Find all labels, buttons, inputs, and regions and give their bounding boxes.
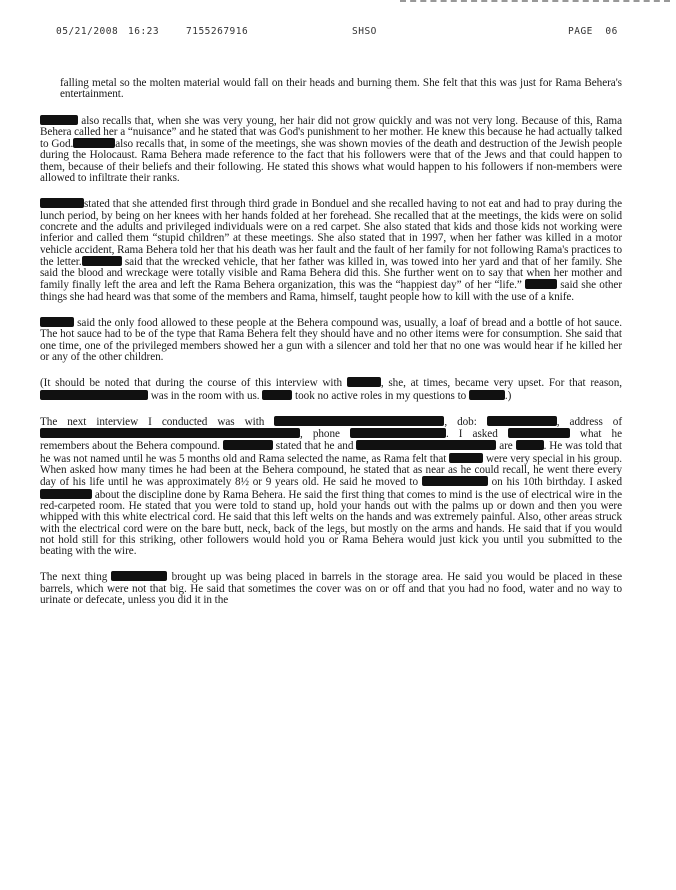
fax-date: 05/21/2008	[56, 26, 119, 37]
paragraph-text: about the discipline done by Rama Behera. He said the first thing that comes to mind is the use of electrical wire in the red-carpeted room. He stated that you were told to stand up, hold your hands out with the palms up or down and then you were whipped with this white electrical cord. He said that this left welts on the hands and was extremely painful. Also, other areas struck with the electrical cord were on the bare butt, neck, back of the legs, but mostly on the arms and hands. He said that if you would not hold still for this striking, other followers would hold you or Rama Behera would just kick you until you submitted to the beating with the wire.	[40, 488, 622, 558]
redaction-bar	[449, 453, 483, 463]
paragraph-text: stated that he and	[272, 440, 357, 453]
redaction-bar	[356, 440, 496, 450]
paragraph-text: falling metal so the molten material would fall on their heads and burning them. She felt that this was just for Rama Behera's entertainment.	[60, 77, 622, 101]
redaction-bar	[262, 390, 292, 400]
redaction-bar	[525, 279, 557, 289]
fax-transmission-header	[0, 26, 676, 40]
fax-page-label: PAGE	[568, 26, 593, 37]
redaction-bar	[350, 428, 446, 438]
redaction-bar	[516, 440, 544, 450]
redaction-bar	[40, 115, 78, 125]
paragraph-text: .)	[504, 389, 512, 402]
redaction-bar	[274, 416, 444, 426]
redaction-bar	[40, 428, 300, 438]
redaction-bar	[40, 489, 92, 499]
paragraph-text: (It should be noted that during the course of this interview with	[40, 377, 347, 390]
redaction-bar	[223, 440, 273, 450]
paragraph	[40, 571, 622, 606]
paragraph-text: took no active roles in my questions to	[292, 389, 469, 402]
fax-page-number: 06	[605, 26, 618, 37]
paragraph-text: , address of	[556, 415, 622, 428]
paragraph-text: also recalls that, in some of the meetings, she was shown movies of the death and destruction of the Jewish people during the Holocaust. Rama Behera made reference to the fact that his followers were that of the Jews and that could happen to them, because of their beliefs and their following. He stated this shows what would happen to his followers if non-members were allowed to infiltrate their ranks.	[40, 138, 622, 185]
paragraph-text: said she other things she had heard was that some of the members and Rama, himself, taught people how to kill with the use of a knife.	[40, 279, 623, 303]
paragraph-text: are	[496, 440, 516, 453]
redaction-bar	[508, 428, 570, 438]
fax-top-edge-line	[400, 0, 670, 6]
redaction-bar	[40, 198, 84, 208]
redaction-bar	[40, 390, 148, 400]
paragraph-text: said the only food allowed to these people at the Behera compound was, usually, a loaf of bread and a bottle of hot sauce. The hot sauce had to be of the type that Rama Behera felt they should have and no other items were for consumption. She said that one time, one of the privileged members showed her a gun with a silencer and told her that no one was would hear if he killed her or any of the other children.	[40, 317, 622, 363]
paragraph-text: , phone	[300, 428, 350, 441]
fax-page-indicator	[568, 26, 618, 37]
redaction-bar	[40, 317, 74, 327]
redaction-bar	[469, 390, 505, 400]
redaction-bar	[487, 416, 557, 426]
paragraph-text: , dob:	[444, 415, 487, 428]
paragraph-text: . I asked	[445, 428, 508, 441]
paragraph-text: The next interview I conducted was with	[40, 415, 275, 428]
paragraph	[40, 78, 622, 101]
paragraph-text: said that the wrecked vehicle, that her father was killed in, was towed into her yard and that of her family. She said the blood and wreckage were totally visible and Rama Behera did this. She further went on to say that when her mother and family finally left the area and left the Rama Behera organization, this was the “happiest day” of her “life.”	[40, 255, 623, 292]
paragraph-text: The next thing	[40, 571, 112, 584]
paragraph	[40, 317, 622, 363]
redaction-bar	[422, 476, 488, 486]
paragraph	[40, 198, 622, 303]
paragraph-text: what he remembers about the Behera compound.	[40, 428, 622, 453]
paragraph-text: . He was told that he was not named until he was 5 months old and Rama selected the name, as Rama felt that	[40, 440, 622, 465]
paragraph-text: were very special in his group. When asked how many times he had been at the Behera compound, he stated that as near as he could recall, he went there every day of his life until he was approximately 8½ or 9 years old. He said he moved to	[40, 452, 622, 489]
paragraph-text: brought up was being placed in barrels in the storage area. He said you would be placed in these barrels, which were not that big. He said that sometimes the cover was on or off and that you had no food, water and no way to urinate or defecate, unless you did it in the	[40, 571, 622, 606]
document-body	[40, 78, 622, 620]
fax-time: 16:23	[128, 26, 160, 37]
paragraph-text: , she, at times, became very upset. For that reason,	[380, 377, 623, 390]
paragraph-text: stated that she attended first through third grade in Bonduel and she recalled having to not eat and had to pray during the lunch period, by being on her knees with her hands folded at her forehead. She recalled that at the meetings, the kids were on solid concrete and the adults and privileged individuals were on a red carpet. She also stated that kids and those kids not working were inferior and called them “stupid children” at these meetings. She also stated that in 1997, when her father was killed in a motor vehicle accident, Rama Behera told her that his death was her fault and the fault of her family for not following Rama's practices to the letter.	[40, 198, 622, 268]
paragraph-text: also recalls that, when she was very young, her hair did not grow quickly and was not very long. Because of this, Rama Behera called her a “nuisance” and he stated that was God's punishment to her mother. He knew this because he had actually talked to God.	[40, 114, 622, 151]
fax-sender-org: SHSO	[352, 26, 377, 37]
redaction-bar	[111, 571, 167, 581]
fax-phone-number: 7155267916	[186, 26, 249, 37]
redaction-bar	[82, 256, 122, 266]
paragraph	[40, 377, 622, 402]
paragraph	[40, 416, 622, 558]
paragraph	[40, 115, 622, 185]
redaction-bar	[347, 377, 381, 387]
paragraph-text: was in the room with us.	[148, 389, 263, 402]
redaction-bar	[73, 138, 115, 148]
paragraph-text: on his 10th birthday. I asked	[487, 476, 622, 489]
